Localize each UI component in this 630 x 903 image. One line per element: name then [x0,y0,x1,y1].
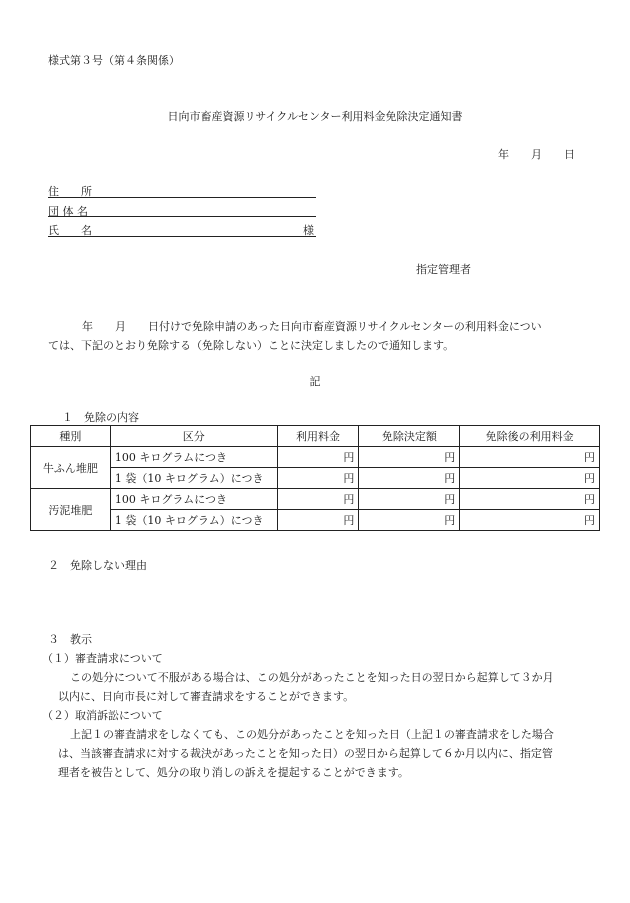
header-waiver: 免除決定額 [359,426,460,447]
table-row [31,489,600,510]
division-cell: 100 キログラムにつき [110,447,277,468]
header-division: 区分 [110,426,277,447]
group-label: 団 体 名 [48,205,88,218]
fee-cell: 円 [277,510,359,531]
form-number: 様式第３号（第４条関係） [48,54,180,67]
name-underline [48,236,316,237]
table-row [31,510,600,531]
waiver-table [30,425,600,531]
sub-2-line-2: は、当該審査請求に対する裁決があったことを知った日）の翌日から起算して６か月以内に、指定管 [58,747,553,760]
after-cell: 円 [460,489,600,510]
body-line-1: 年 月 日付けで免除申請のあった日向市畜産資源リサイクルセンターの利用料金につい [82,320,542,333]
sub-2-heading: （２）取消訴訟について [42,709,163,722]
honorific: 様 [303,224,314,237]
waiver-cell: 円 [359,489,460,510]
sub-2-line-3: 理者を被告として、処分の取り消しの訴えを提起することができます。 [58,766,409,779]
division-cell: 100 キログラムにつき [110,489,277,510]
table-header-row [31,426,600,447]
sub-1-line-1: この処分について不服がある場合は、この処分があったことを知った日の翌日から起算して３か月 [70,671,554,684]
header-after: 免除後の利用料金 [460,426,600,447]
division-cell: 1 袋（10 キログラム）につき [110,468,277,489]
after-cell: 円 [460,447,600,468]
body-line-2: ては、下記のとおり免除する（免除しない）ことに決定しましたので通知します。 [48,339,455,352]
section-1-heading: １ 免除の内容 [62,411,139,424]
category-cell: 汚泥堆肥 [31,489,111,531]
header-category: 種別 [31,426,111,447]
section-3-heading: ３ 教示 [48,633,92,646]
issuer: 指定管理者 [416,263,471,276]
waiver-cell: 円 [359,468,460,489]
category-cell: 牛ふん堆肥 [31,447,111,489]
table-row [31,447,600,468]
document-title: 日向市畜産資源リサイクルセンター利用料金免除決定通知書 [167,110,463,123]
sub-1-line-2: 以内に、日向市長に対して審査請求をすることができます。 [58,690,355,703]
after-cell: 円 [460,510,600,531]
group-underline [48,216,316,217]
fee-cell: 円 [277,489,359,510]
name-label: 氏 名 [48,224,92,237]
waiver-cell: 円 [359,447,460,468]
waiver-cell: 円 [359,510,460,531]
ki-heading: 記 [309,375,321,388]
sub-2-line-1: 上記１の審査請求をしなくても、この処分があったことを知った日（上記１の審査請求をした場合 [70,728,554,741]
fee-cell: 円 [277,447,359,468]
address-underline [48,197,316,198]
table-row [31,468,600,489]
date-line: 年 月 日 [498,148,575,161]
fee-cell: 円 [277,468,359,489]
after-cell: 円 [460,468,600,489]
sub-1-heading: （１）審査請求について [42,652,163,665]
address-label: 住 所 [48,185,92,198]
section-2-heading: ２ 免除しない理由 [48,559,147,572]
header-fee: 利用料金 [277,426,359,447]
division-cell: 1 袋（10 キログラム）につき [110,510,277,531]
